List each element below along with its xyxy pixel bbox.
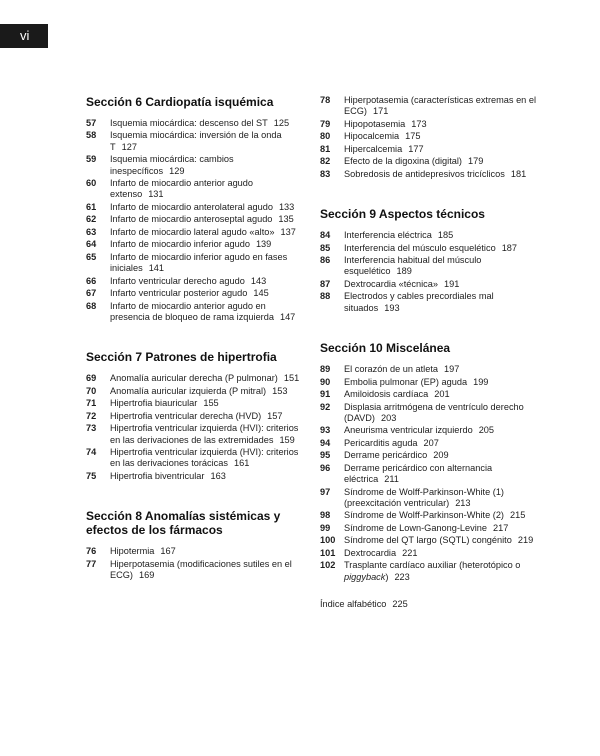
entry-title: Síndrome del QT largo (SQTL) congénito 219 — [344, 535, 534, 546]
toc-entry[interactable] — [320, 463, 546, 486]
entry-title: Hipocalcemia 175 — [344, 131, 421, 142]
entry-page: 219 — [517, 535, 534, 546]
toc-entry[interactable] — [320, 364, 546, 375]
entry-number: 57 — [86, 118, 97, 128]
entry-number: 60 — [86, 178, 97, 189]
entry-number: 72 — [86, 410, 97, 421]
section-title: Sección 10 Miscelánea — [320, 341, 451, 356]
entry-title: Amiloidosis cardíaca 201 — [344, 389, 450, 400]
toc-entry[interactable] — [320, 535, 546, 546]
entry-page: 213 — [455, 497, 471, 508]
entry-page: 217 — [493, 522, 509, 533]
entry-page: 175 — [405, 131, 421, 142]
entry-title: Infarto de miocardio inferior agudo 139 — [110, 239, 272, 250]
toc-entry[interactable] — [320, 291, 546, 314]
entry-number: 81 — [320, 143, 331, 154]
entry-page: 201 — [434, 389, 450, 400]
toc-entry[interactable] — [86, 118, 308, 129]
entry-number: 84 — [320, 230, 331, 241]
entry-title: Síndrome de Wolff-Parkinson-White (2) 215 — [344, 510, 526, 521]
entry-number: 70 — [86, 385, 97, 396]
entry-page: 147 — [279, 311, 296, 322]
entry-page: 179 — [467, 156, 484, 167]
entry-title: Infarto de miocardio anterior agudo extenso 131 — [110, 178, 254, 200]
entry-number: 66 — [86, 275, 97, 286]
toc-entry[interactable] — [86, 423, 308, 446]
entry-number: 79 — [320, 118, 331, 129]
entry-page: 215 — [510, 510, 526, 521]
entry-title: Hipertrofia biauricular 155 — [110, 398, 219, 409]
entry-title: Interferencia eléctrica 185 — [344, 230, 454, 241]
index-page: 225 — [392, 599, 408, 609]
toc-entry[interactable] — [320, 560, 546, 583]
entry-title: Hipercalcemia 177 — [344, 143, 424, 154]
entry-page: 205 — [478, 425, 495, 436]
entry-number: 89 — [320, 364, 331, 375]
toc-entry[interactable] — [86, 227, 308, 238]
entry-page: 135 — [278, 214, 294, 225]
toc-entry[interactable] — [320, 95, 546, 118]
entry-page: 203 — [380, 412, 397, 423]
entry-page: 139 — [255, 239, 272, 250]
entry-number: 94 — [320, 437, 331, 448]
entry-page: 191 — [443, 278, 460, 289]
entry-number: 97 — [320, 486, 331, 497]
entry-number: 64 — [86, 239, 97, 250]
entry-title: Síndrome de Lown-Ganong-Levine 217 — [344, 522, 509, 533]
toc-entry[interactable] — [320, 450, 546, 461]
entry-title: Sobredosis de antidepresivos tricíclicos 181 — [344, 168, 527, 179]
entry-page: 131 — [148, 189, 164, 200]
entry-page: 141 — [148, 263, 165, 274]
entry-title: Infarto ventricular derecho agudo 143 — [110, 275, 267, 286]
toc-entry[interactable] — [320, 523, 546, 534]
entry-title: Isquemia miocárdica: inversión de la onda T 127 — [110, 130, 282, 152]
toc-entry[interactable] — [86, 252, 308, 275]
entry-number: 90 — [320, 376, 331, 387]
section-gap — [86, 483, 308, 509]
toc-entry[interactable] — [86, 276, 308, 287]
entry-page: 125 — [273, 118, 290, 128]
entry-page: 171 — [372, 106, 389, 117]
entry-page: 155 — [203, 398, 219, 409]
entry-page: 145 — [253, 288, 269, 299]
entry-page: 207 — [423, 437, 439, 448]
entry-title: Hipertrofia ventricular izquierda (HVI): criterios en las derivaciones de las extremidades 159 — [110, 423, 299, 445]
toc-entry[interactable] — [320, 425, 546, 436]
entry-number: 61 — [86, 201, 97, 212]
entry-number: 58 — [86, 130, 97, 141]
entry-page: 185 — [437, 230, 454, 241]
section-gap — [320, 181, 546, 207]
toc-entry[interactable] — [86, 373, 308, 384]
entry-title: Infarto de miocardio lateral agudo «alto» 137 — [110, 226, 296, 237]
toc-entry[interactable] — [320, 487, 546, 510]
entry-page: 187 — [501, 242, 518, 253]
page-number: vi — [20, 28, 30, 43]
entry-title: Infarto ventricular posterior agudo 145 — [110, 288, 269, 299]
entry-page: 221 — [402, 547, 418, 558]
entry-title: Anomalía auricular izquierda (P mitral) 153 — [110, 385, 288, 396]
entry-number: 98 — [320, 510, 331, 521]
toc-entry[interactable] — [86, 202, 308, 213]
toc-entry[interactable] — [86, 398, 308, 409]
entry-title: Dextrocardia 221 — [344, 547, 418, 558]
entry-page: 161 — [233, 458, 250, 469]
entry-title: Infarto de miocardio anterolateral agudo 133 — [110, 201, 295, 212]
entry-number: 85 — [320, 242, 331, 253]
entry-page: 193 — [384, 302, 400, 313]
entry-number: 69 — [86, 373, 97, 384]
entry-title: Isquemia miocárdica: descenso del ST 125 — [110, 118, 290, 128]
entry-number: 95 — [320, 450, 331, 461]
entry-title: Dextrocardia «técnica» 191 — [344, 278, 460, 289]
entry-title: Hipopotasemia 173 — [344, 118, 427, 129]
entry-title: Hipertrofia biventricular 163 — [110, 470, 226, 481]
toc-entry[interactable] — [86, 214, 308, 225]
entry-page: 169 — [138, 570, 155, 581]
entry-title: Displasia arritmógena de ventrículo derecho (DAVD) 203 — [344, 401, 524, 423]
entry-number: 76 — [86, 546, 97, 557]
entry-title: Hipertrofia ventricular derecha (HVD) 157 — [110, 410, 283, 421]
entry-title: Pericarditis aguda 207 — [344, 437, 439, 448]
index-entry[interactable] — [320, 599, 546, 610]
entry-page: 177 — [408, 143, 424, 154]
toc-entry[interactable] — [320, 510, 546, 521]
toc-left-column — [86, 95, 308, 583]
toc-entry[interactable] — [320, 119, 546, 130]
page-number-tab — [0, 24, 48, 48]
entry-title: Aneurisma ventricular izquierdo 205 — [344, 425, 495, 436]
entry-title: Embolia pulmonar (EP) aguda 199 — [344, 376, 489, 387]
entry-page: 167 — [160, 546, 176, 557]
entry-page: 199 — [473, 376, 489, 387]
entry-number: 75 — [86, 470, 97, 481]
entry-number: 88 — [320, 291, 331, 302]
entry-number: 87 — [320, 278, 331, 289]
entry-title: Electrodos y cables precordiales mal situados 193 — [344, 291, 494, 313]
toc-entry[interactable] — [320, 169, 546, 180]
entry-number: 71 — [86, 398, 97, 409]
toc-entry[interactable] — [320, 389, 546, 400]
entry-title: Interferencia del músculo esquelético 187 — [344, 242, 518, 253]
entry-number: 65 — [86, 251, 97, 262]
entry-number: 100 — [320, 535, 336, 546]
entry-page: 181 — [510, 168, 527, 179]
entry-number: 86 — [320, 255, 331, 266]
toc-entry[interactable] — [320, 279, 546, 290]
section-gap — [320, 315, 546, 341]
entry-page: 163 — [210, 470, 226, 481]
entry-page: 137 — [280, 226, 296, 237]
toc-entry[interactable] — [86, 411, 308, 422]
entry-title: Hipotermia 167 — [110, 546, 176, 557]
entry-page: 211 — [384, 474, 399, 485]
entry-number: 83 — [320, 168, 331, 179]
toc-entry[interactable] — [86, 471, 308, 482]
toc-entry[interactable] — [86, 447, 308, 470]
entry-number: 80 — [320, 131, 331, 142]
entry-title-italic: piggyback — [344, 571, 386, 582]
section-title: Sección 7 Patrones de hipertrofia — [86, 350, 277, 365]
entry-number: 93 — [320, 425, 331, 436]
entry-number: 68 — [86, 300, 97, 311]
entry-title: Infarto de miocardio anteroseptal agudo 135 — [110, 214, 294, 225]
toc-entry[interactable] — [320, 243, 546, 254]
entry-title: Derrame pericárdico 209 — [344, 450, 449, 461]
toc-entry[interactable] — [320, 131, 546, 142]
toc-entry[interactable] — [86, 239, 308, 250]
toc-entry[interactable] — [86, 154, 308, 177]
entry-title: Infarto de miocardio inferior agudo en fases iniciales 141 — [110, 251, 288, 274]
entry-number: 63 — [86, 226, 97, 237]
entry-title: Interferencia habitual del músculo esquelético 189 — [344, 255, 482, 277]
toc-entry[interactable] — [86, 301, 308, 324]
entry-page: 157 — [267, 410, 283, 421]
toc-entry[interactable] — [86, 559, 308, 582]
entry-number: 92 — [320, 401, 331, 412]
entry-page: 223 — [394, 571, 410, 582]
entry-page: 197 — [443, 364, 460, 375]
toc-entry[interactable] — [320, 548, 546, 559]
section-gap — [86, 324, 308, 350]
entry-number: 91 — [320, 389, 331, 400]
entry-number: 62 — [86, 214, 97, 225]
toc-entry[interactable] — [320, 255, 546, 278]
entry-title: Hiperpotasemia (características extremas en el ECG) 171 — [344, 95, 536, 117]
toc-entry[interactable] — [86, 178, 308, 201]
section-title: Sección 9 Aspectos técnicos — [320, 207, 485, 222]
toc-entry[interactable] — [320, 377, 546, 388]
entry-title: Síndrome de Wolff-Parkinson-White (1) (preexcitación ventricular) 213 — [344, 486, 504, 508]
toc-entry[interactable] — [320, 402, 546, 425]
entry-number: 102 — [320, 560, 336, 571]
entry-page: 159 — [279, 434, 295, 445]
index-title: Índice alfabético — [320, 599, 387, 609]
entry-page: 189 — [396, 266, 412, 277]
toc-entry[interactable] — [86, 130, 308, 153]
entry-title: Hiperpotasemia (modificaciones sutiles en el ECG) 169 — [110, 558, 292, 581]
entry-number: 77 — [86, 558, 97, 569]
section-title: Sección 8 Anomalías sistémicas y efectos de los fármacos — [86, 509, 281, 538]
entry-number: 101 — [320, 547, 336, 558]
entry-title: Efecto de la digoxina (digital) 179 — [344, 156, 484, 167]
entry-number: 82 — [320, 156, 331, 167]
entry-page: 127 — [121, 141, 137, 152]
entry-page: 129 — [169, 165, 185, 176]
toc-entry[interactable] — [320, 144, 546, 155]
entry-number: 59 — [86, 154, 97, 165]
entry-title: Anomalía auricular derecha (P pulmonar) 151 — [110, 373, 300, 384]
entry-page: 173 — [411, 118, 427, 129]
entry-page: 209 — [433, 450, 449, 461]
toc-entry[interactable] — [320, 230, 546, 241]
toc-entry[interactable] — [86, 288, 308, 299]
entry-title: Trasplante cardíaco auxiliar (heterotópico o piggyback) 223 — [344, 560, 521, 582]
section-title: Sección 6 Cardiopatía isquémica — [86, 95, 274, 109]
toc-entry[interactable] — [320, 156, 546, 167]
entry-page: 153 — [272, 385, 288, 396]
entry-number: 99 — [320, 522, 331, 533]
toc-right-column — [320, 95, 546, 610]
entry-page: 143 — [250, 275, 267, 286]
entry-title: Derrame pericárdico con alternancia eléctrica 211 — [344, 462, 493, 485]
entry-title: Isquemia miocárdica: cambios inespecíficos 129 — [110, 154, 234, 176]
entry-title: El corazón de un atleta 197 — [344, 364, 460, 375]
toc-entry[interactable] — [86, 546, 308, 557]
entry-number: 73 — [86, 423, 97, 434]
entry-number: 78 — [320, 95, 331, 105]
entry-page: 133 — [278, 201, 295, 212]
entry-title: Hipertrofia ventricular izquierda (HVI): criterios en las derivaciones torácicas 161 — [110, 447, 299, 469]
entry-number: 67 — [86, 288, 97, 299]
entry-number: 74 — [86, 447, 97, 458]
entry-number: 96 — [320, 462, 331, 473]
toc-entry[interactable] — [320, 438, 546, 449]
toc-entry[interactable] — [86, 386, 308, 397]
entry-page: 151 — [283, 373, 300, 384]
entry-title: Infarto de miocardio anterior agudo en presencia de bloqueo de rama izquierda 147 — [110, 300, 296, 322]
